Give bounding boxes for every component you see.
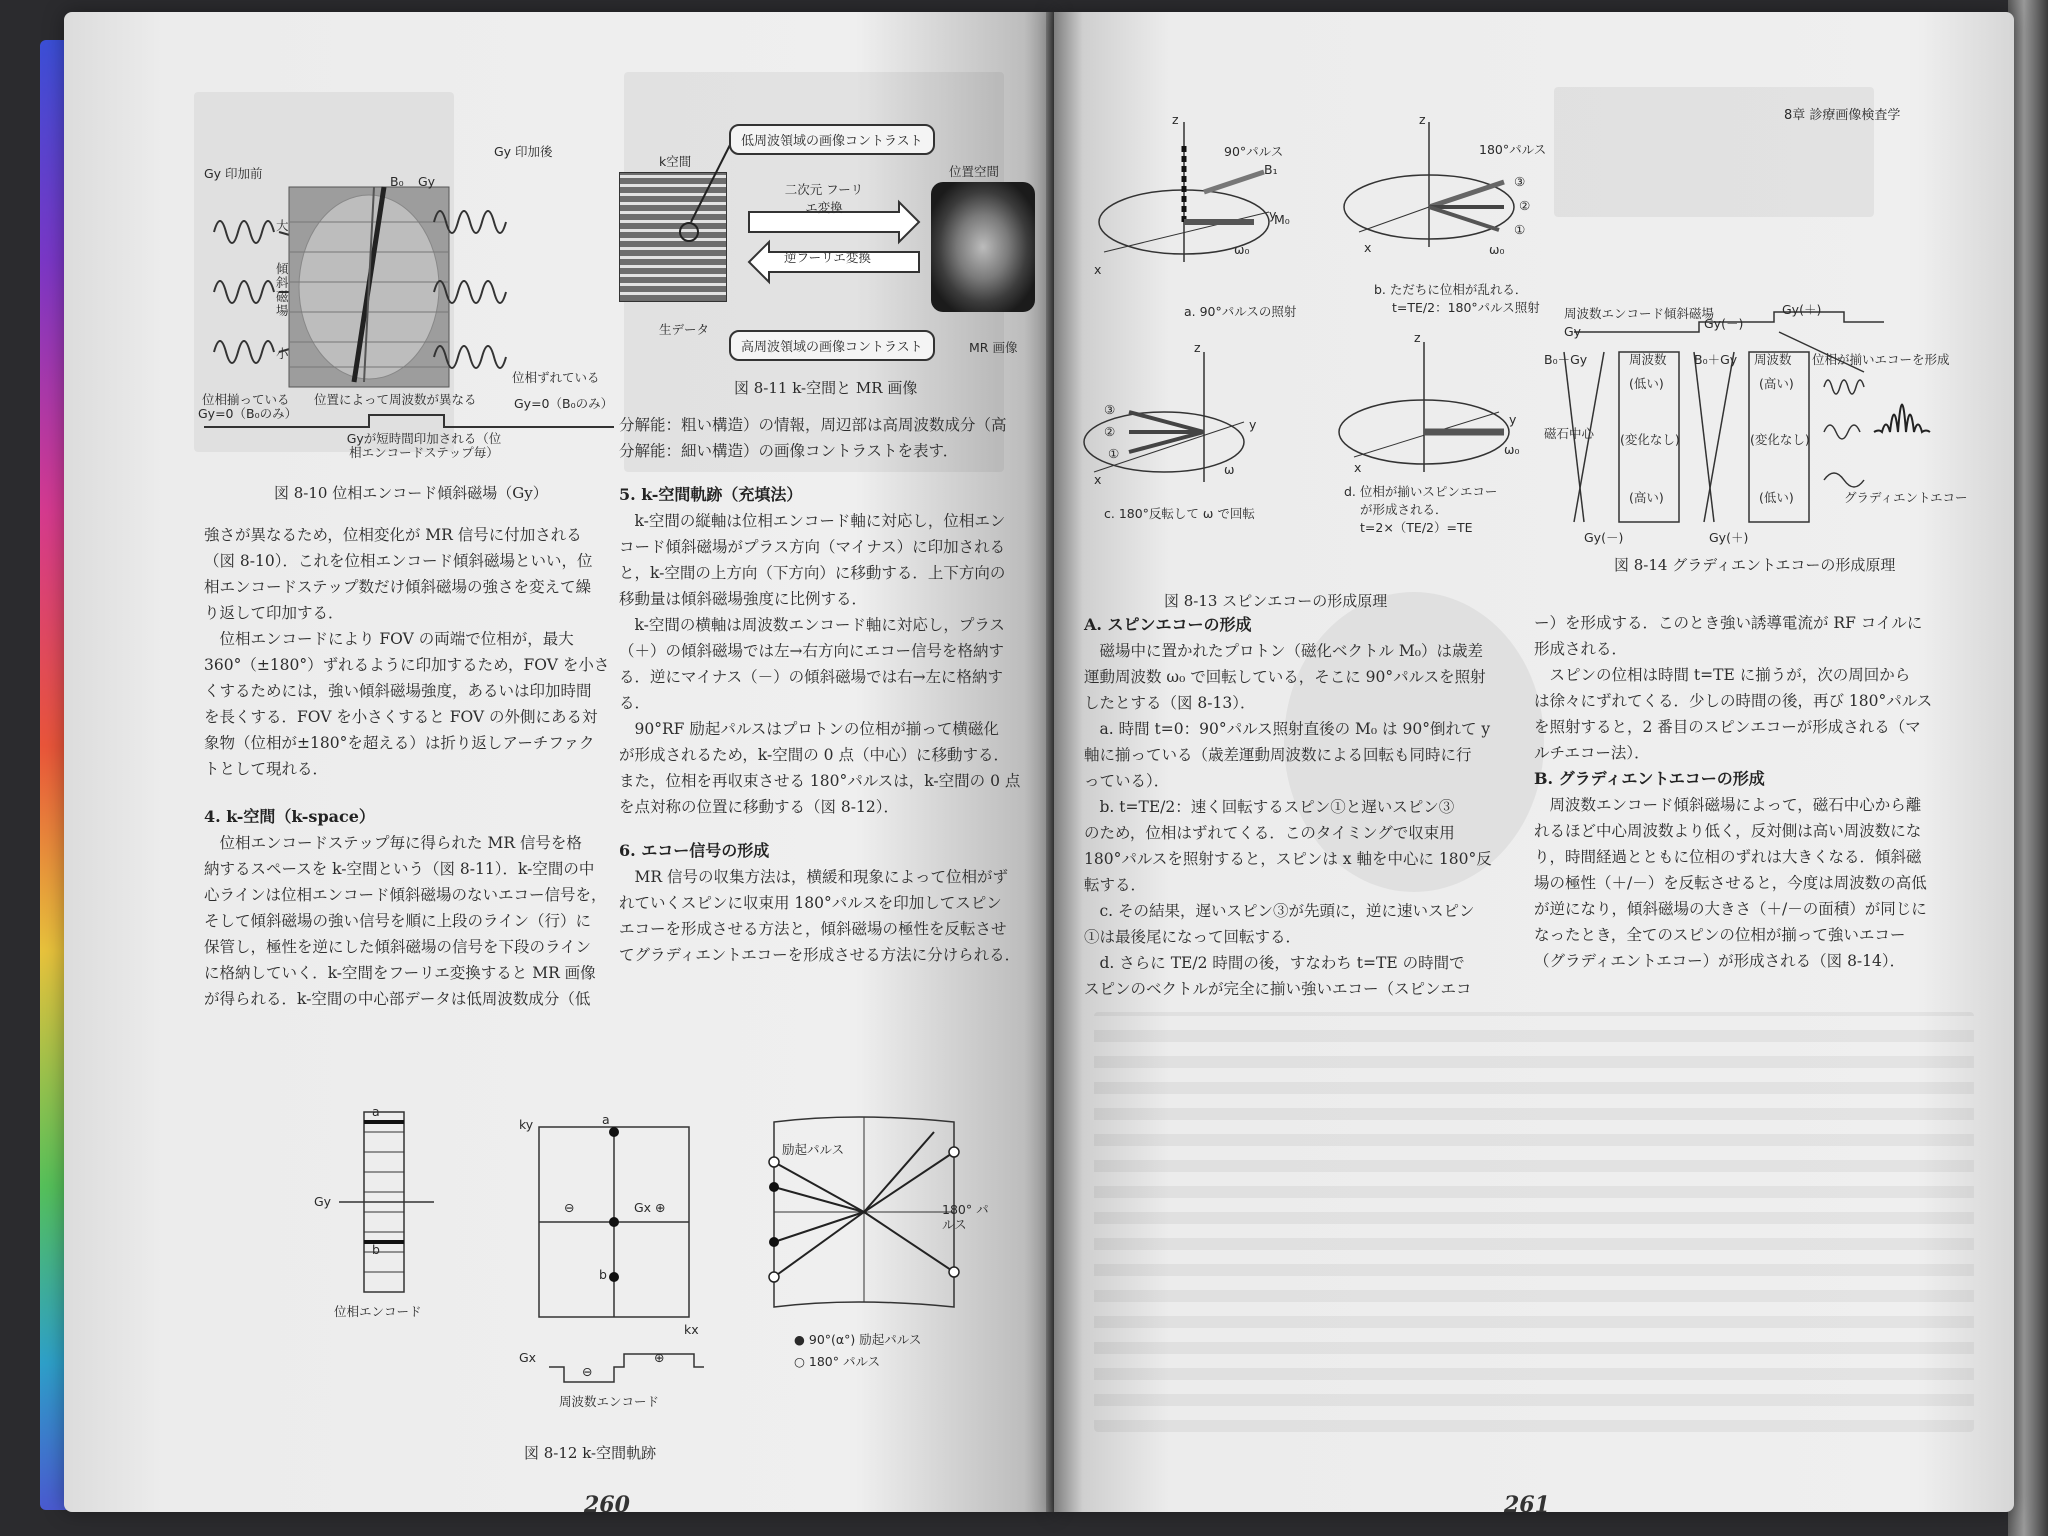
caption-d-line2: が形成される．: [1360, 502, 1448, 517]
caption-c: c. 180°反転して ω で回転: [1104, 506, 1255, 521]
text-line: なったとき，全てのスピンの位相が揃って強いエコー: [1534, 926, 1906, 944]
text-line: d. さらに TE/2 時間の後，すなわち t=TE の時間で: [1084, 954, 1465, 972]
text-line: 90°RF 励起パルスはプロトンの位相が揃って横磁化: [619, 720, 999, 738]
label-ky: ky: [519, 1117, 534, 1132]
text-line: スピンの位相は時間 t=TE に揃うが，次の周回から: [1534, 666, 1911, 684]
label-gy: Gy: [1564, 324, 1582, 339]
label-a: a: [372, 1104, 380, 1119]
label-low-right: (低い): [1759, 490, 1794, 505]
label-m0: M₀: [1274, 212, 1290, 227]
text-line: したとする（図 8-13）．: [1084, 694, 1256, 712]
label-n1-c: ①: [1108, 446, 1120, 461]
text-line: が逆になり，傾斜磁場の大きさ（＋/－の面積）が同じに: [1534, 900, 1927, 918]
label-180-pulse: 180° パルス: [942, 1202, 989, 1232]
label-magnet-center: 磁石中心: [1544, 426, 1595, 441]
figure-8-11: [619, 102, 1039, 362]
text-line: 位相エンコードステップ毎に得られた MR 信号を格: [204, 834, 582, 852]
label-b: b: [372, 1242, 380, 1257]
label-small: 小: [276, 346, 289, 361]
label-raw-data: 生データ: [659, 322, 710, 337]
text-line: を点対称の位置に移動する（図 8-12）．: [619, 798, 900, 816]
label-n2-b: ②: [1519, 198, 1531, 213]
label-gre: グラディエントエコー: [1844, 490, 1968, 505]
section-heading-spin-echo: A. スピンエコーの形成: [1084, 615, 1252, 634]
text-line: れていくスピンに収束用 180°パルスを印加してスピン: [619, 894, 1002, 912]
text-line: 分解能：粗い構造）の情報，周辺部は高周波数成分（高: [619, 416, 1007, 434]
label-kx: kx: [684, 1322, 699, 1337]
box-high-frequency: 高周波領域の画像コントラスト: [729, 330, 935, 361]
text-line: くするためには，強い傾斜磁場強度，あるいは印加時間: [204, 682, 592, 700]
text-line: 180°パルスを照射すると，スピンは x 軸を中心に 180°反: [1084, 850, 1492, 868]
text-line: る．逆にマイナス（－）の傾斜磁場では右→左に格納す: [619, 668, 1004, 686]
caption-fig-8-10: 図 8-10 位相エンコード傾斜磁場（Gy）: [274, 484, 548, 502]
label-low-left: (低い): [1629, 376, 1664, 391]
label-gy: Gy: [418, 174, 436, 189]
label-omega0-a: ω₀: [1234, 242, 1250, 257]
legend-90: ● 90°(α°) 励起パルス: [794, 1332, 922, 1347]
caption-b-line1: b. ただちに位相が乱れる．: [1374, 282, 1528, 297]
text-line: 周波数エンコード傾斜磁場によって，磁石中心から離: [1534, 796, 1922, 814]
axis-x-d: x: [1354, 460, 1362, 475]
text-line: （グラディエントエコー）が形成される（図 8-14）．: [1534, 952, 1906, 970]
label-gx-plus: Gx ⊕: [634, 1200, 666, 1215]
axis-x-a: x: [1094, 262, 1102, 277]
label-high-right: (高い): [1759, 376, 1794, 391]
label-pulse-note: Gyが短時間印加される（位相エンコードステップ毎）: [346, 431, 502, 460]
label-gy-plus: Gy(＋): [1782, 302, 1822, 317]
label-b1: B₁: [1264, 162, 1278, 177]
figure-8-14-graphic: [1544, 292, 1984, 552]
label-gy0-left: Gy=0（B₀のみ）: [198, 406, 298, 421]
label-high-left: (高い): [1629, 490, 1664, 505]
label-gy0-right: Gy=0（B₀のみ）: [514, 396, 614, 411]
legend-180: ○ 180° パルス: [794, 1354, 881, 1369]
label-n1-b: ①: [1514, 222, 1526, 237]
label-plus-pulse: ⊕: [654, 1350, 665, 1365]
caption-d-line3: t=2×（TE/2）=TE: [1360, 520, 1473, 535]
label-inverse-fft: 逆フーリエ変換: [784, 250, 871, 265]
text-line: コード傾斜磁場がプラス方向（マイナス）に印加される: [619, 538, 1006, 556]
text-line: エコーを形成させる方法と，傾斜磁場の極性を反転させ: [619, 920, 1007, 938]
label-90-pulse: 90°パルス: [1224, 144, 1284, 159]
label-freq-differs: 位置によって周波数が異なる: [314, 392, 477, 407]
text-line: に格納していく．k-空間をフーリエ変換すると MR 画像: [204, 964, 596, 982]
text-line: れるほど中心周波数より低く，反対側は高い周波数にな: [1534, 822, 1922, 840]
label-no-change-left: (変化なし): [1620, 432, 1680, 447]
text-line: 分解能：細い構造）の画像コントラストを表す．: [619, 442, 959, 460]
axis-x-b: x: [1364, 240, 1372, 255]
label-n3-c: ③: [1104, 402, 1116, 417]
label-a-grid: a: [602, 1112, 610, 1127]
label-fft: 二次元 フーリエ変換: [784, 182, 864, 215]
label-180-pulse: 180°パルス: [1479, 142, 1547, 157]
label-phase-encode: 位相エンコード: [334, 1304, 422, 1319]
text-line: と，k-空間の上方向（下方向）に移動する．上下方向の: [619, 564, 1006, 582]
page-number-left: 260: [584, 1492, 630, 1518]
text-line: り，時間経過とともに位相のずれは大きくなる．傾斜磁: [1534, 848, 1922, 866]
caption-fig-8-11: 図 8-11 k-空間と MR 画像: [734, 379, 918, 397]
section-heading-echo: 6. エコー信号の形成: [619, 841, 770, 860]
left-col-text: [204, 522, 609, 1012]
text-line: 納するスペースを k-空間という（図 8-11）．k-空間の中: [204, 860, 595, 878]
label-kspace: k空間: [659, 154, 692, 169]
chapter-header: 8章 診療画像検査学: [1784, 108, 1901, 123]
text-line: また，位相を再収束させる 180°パルスは，k-空間の 0 点: [619, 772, 1021, 790]
figure-8-13: [1074, 112, 1547, 582]
axis-z-a: z: [1172, 112, 1179, 127]
axis-x-c: x: [1094, 472, 1102, 487]
text-line: スピンのベクトルが完全に揃い強いエコー（スピンエコ: [1084, 980, 1472, 998]
label-minus-pulse: ⊖: [582, 1364, 593, 1379]
label-omega0-d: ω₀: [1504, 442, 1520, 457]
figure-8-12: [294, 1092, 994, 1412]
text-line: 磁場中に置かれたプロトン（磁化ベクトル M₀）は歳差: [1084, 642, 1484, 660]
text-line: のため，位相はずれてくる．このタイミングで収束用: [1084, 824, 1455, 842]
left-page: [64, 12, 1054, 1518]
text-line: っている）．: [1084, 772, 1170, 790]
text-line: 保管し，極性を逆にした傾斜磁場の信号を下段のライン: [204, 938, 592, 956]
section-heading-gradient-echo: B. グラディエントエコーの形成: [1534, 769, 1765, 788]
text-line: 位相エンコードにより FOV の両端で位相が，最大: [204, 630, 574, 648]
text-line: が得られる．k-空間の中心部データは低周波数成分（低: [204, 990, 591, 1008]
label-freq-encode: 周波数エンコード: [559, 1394, 660, 1409]
label-phase-aligned: 位相揃っている: [202, 392, 290, 407]
left-page-col2-text: [619, 412, 1020, 968]
text-line: を照射すると，2 番目のスピンエコーが形成される（マ: [1534, 718, 1921, 736]
label-minus: ⊖: [564, 1200, 575, 1215]
label-position-space: 位置空間: [949, 164, 1000, 179]
text-line: 運動周波数 ω₀ で回転している，そこに 90°パルスを照射: [1084, 668, 1486, 686]
text-line: は徐々にずれてくる．少しの時間の後，再び 180°パルス: [1534, 692, 1933, 710]
show-through-text: [1094, 1012, 1974, 1432]
text-line: る．: [619, 694, 651, 712]
axis-y-a: y: [1269, 207, 1277, 222]
text-line: が形成されるため，k-空間の 0 点（中心）に移動する．: [619, 746, 1009, 764]
text-line: 象物（位相が±180°を超える）は折り返しアーチファク: [204, 734, 595, 752]
text-line: 360°（±180°）ずれるように印加するため，FOV を小さ: [204, 656, 610, 674]
label-gx: Gx: [519, 1350, 537, 1365]
text-line: 軸に揃っている（歳差運動周波数による回転も同時に行: [1084, 746, 1472, 764]
label-freq-right: 周波数: [1754, 352, 1792, 367]
text-line: k-空間の横軸は周波数エンコード軸に対応し，プラス: [619, 616, 1005, 634]
label-gy-plus-bottom: Gy(＋): [1709, 530, 1749, 545]
text-line: 場の極性（＋/－）を反転させると，今度は周波数の高低: [1534, 874, 1927, 892]
caption-a: a. 90°パルスの照射: [1184, 304, 1297, 319]
axis-z-d: z: [1414, 330, 1421, 345]
text-line: そして傾斜磁場の強い信号を順に上段のライン（行）に: [204, 912, 592, 930]
label-b0-minus-gy: B₀－Gy: [1544, 352, 1588, 367]
label-n3-b: ③: [1514, 174, 1526, 189]
label-phase-aligned-echo: 位相が揃いエコーを形成: [1812, 352, 1950, 367]
axis-z-c: z: [1194, 340, 1201, 355]
caption-d-line1: d. 位相が揃いスピンエコー: [1344, 484, 1498, 499]
axis-y-d: y: [1509, 412, 1517, 427]
text-line: a. 時間 t=0：90°パルス照射直後の M₀ は 90°倒れて y: [1084, 720, 1491, 738]
text-line: c. その結果，遅いスピン③が先頭に，逆に速いスピン: [1084, 902, 1475, 920]
label-b0-plus-gy: B₀＋Gy: [1694, 352, 1738, 367]
label-before: Gy 印加前: [204, 166, 263, 181]
text-line: 相エンコードステップ数だけ傾斜磁場の強さを変えて繰: [204, 578, 592, 596]
right-col1-text: [1084, 612, 1492, 1002]
page-number-right: 261: [1504, 1492, 1550, 1518]
text-line: MR 信号の収集方法は，横緩和現象によって位相がず: [619, 868, 1008, 886]
text-line: k-空間の縦軸は位相エンコード軸に対応し，位相エン: [619, 512, 1006, 530]
label-n2-c: ②: [1104, 424, 1116, 439]
axis-y-c: y: [1249, 417, 1257, 432]
label-large: 大: [276, 218, 289, 233]
text-line: トとして現れる．: [204, 760, 329, 778]
text-line: 移動量は傾斜磁場強度に比例する．: [619, 590, 868, 608]
label-b0: B₀: [390, 174, 404, 189]
label-excite-pulse: 励起パルス: [782, 1142, 845, 1157]
caption-fig-8-13: 図 8-13 スピンエコーの形成原理: [1164, 592, 1388, 610]
text-line: 転する．: [1084, 876, 1147, 894]
label-freq-left: 周波数: [1629, 352, 1667, 367]
label-no-change-right: (変化なし): [1750, 432, 1810, 447]
label-gradient: 傾斜磁場: [276, 261, 289, 318]
section-heading-kspace: 4. k-空間（k-space）: [204, 807, 375, 826]
label-gy: Gy: [314, 1194, 332, 1209]
box-low-frequency: 低周波領域の画像コントラスト: [729, 124, 935, 155]
right-page: [1054, 12, 2014, 1518]
text-line: b. t=TE/2：速く回転するスピン①と遅いスピン③: [1084, 798, 1455, 816]
text-line: ルチエコー法）．: [1534, 744, 1650, 762]
figure-8-12-graphic: [294, 1092, 994, 1412]
label-freq-gradient: 周波数エンコード傾斜磁場: [1564, 306, 1715, 321]
label-b-grid: b: [599, 1267, 607, 1282]
text-line: （図 8-10）．これを位相エンコード傾斜磁場といい，位: [204, 552, 593, 570]
label-gy-minus-bottom: Gy(－): [1584, 530, 1624, 545]
book-edge-right: [2008, 0, 2048, 1536]
figure-8-10: [194, 132, 624, 462]
caption-fig-8-12: 図 8-12 k-空間軌跡: [524, 1444, 657, 1462]
text-line: 強さが異なるため，位相変化が MR 信号に付加される: [204, 526, 582, 544]
label-mr-image: MR 画像: [969, 340, 1018, 355]
text-line: てグラディエントエコーを形成させる方法に分けられる．: [619, 946, 1021, 964]
text-line: （＋）の傾斜磁場では左→右方向にエコー信号を格納す: [619, 642, 1004, 660]
figure-8-14: [1544, 292, 1984, 552]
label-omega-c: ω: [1224, 462, 1235, 477]
right-col2-text: [1534, 610, 1932, 974]
text-line: ー）を形成する．このとき強い誘導電流が RF コイルに: [1534, 614, 1923, 632]
text-line: 形成される．: [1534, 640, 1628, 658]
text-line: 心ラインは位相エンコード傾斜磁場のないエコー信号を，: [204, 886, 607, 904]
caption-fig-8-14: 図 8-14 グラディエントエコーの形成原理: [1614, 556, 1896, 574]
text-line: り返して印加する．: [204, 604, 344, 622]
caption-b-line2: t=TE/2：180°パルス照射: [1392, 300, 1540, 315]
label-omega0-b: ω₀: [1489, 242, 1505, 257]
section-heading-trajectory: 5. k-空間軌跡（充填法）: [619, 485, 803, 504]
label-after: Gy 印加後: [494, 144, 553, 159]
text-line: ①は最後尾になって回転する．: [1084, 928, 1302, 946]
axis-z-b: z: [1419, 112, 1426, 127]
text-line: を長くする．FOV を小さくすると FOV の外側にある対: [204, 708, 598, 726]
label-phase-shifted: 位相ずれている: [512, 370, 600, 385]
label-gy-minus: Gy(－): [1704, 316, 1744, 331]
